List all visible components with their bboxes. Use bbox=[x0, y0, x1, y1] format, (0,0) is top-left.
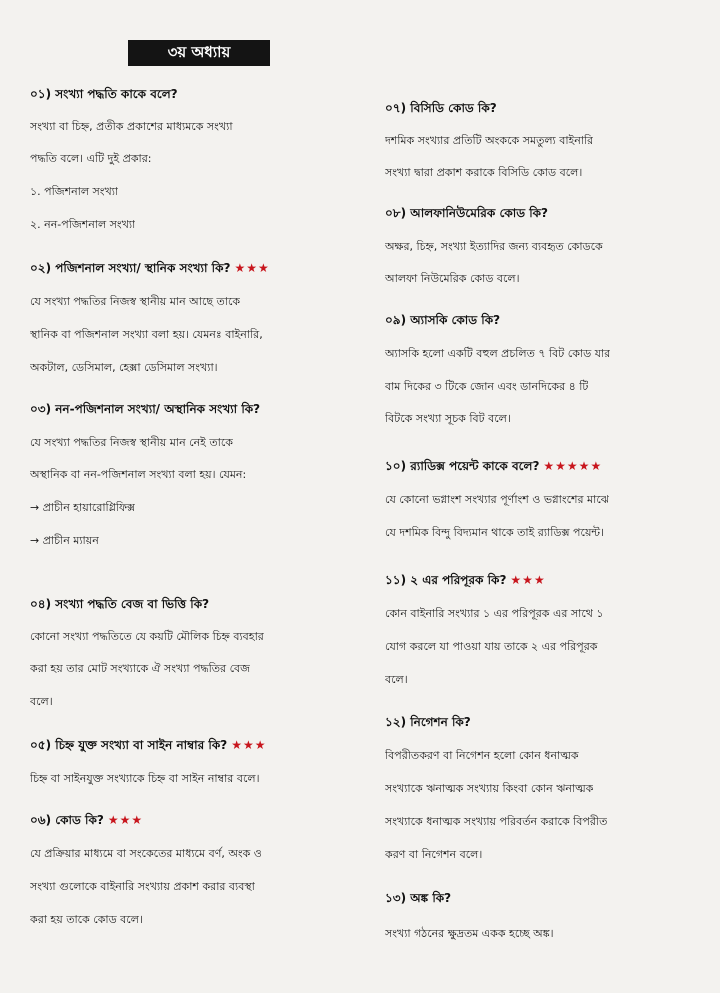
question-text: ০৭) বিসিডি কোড কি? bbox=[385, 101, 497, 115]
question-text: ০৩) নন-পজিশনাল সংখ্যা/ অস্থানিক সংখ্যা কি? bbox=[30, 402, 261, 416]
answer-line: ২. নন-পজিশনাল সংখ্যা bbox=[30, 218, 136, 231]
left-question-1 bbox=[30, 86, 178, 106]
question-text: ১৩) অঙ্ক কি? bbox=[385, 891, 452, 905]
answer-line: বলে। bbox=[30, 695, 53, 708]
answer-line: সংখ্যাকে ঋনাত্মক সংখ্যায় কিংবা কোন ঋনাত্মক bbox=[385, 782, 594, 795]
answer-line: সংখ্যা গুলোকে বাইনারি সংখ্যায় প্রকাশ করার ব্যবস্থা bbox=[30, 880, 255, 893]
answer-line: সংখ্যা দ্বারা প্রকাশ করাকে বিসিডি কোড বলে। bbox=[385, 166, 583, 179]
question-text: ০৫) চিহ্ন যুক্ত সংখ্যা বা সাইন নাম্বার কি? bbox=[30, 738, 228, 752]
answer-line: → প্রাচীন হায়ারোগ্লিফিক্স bbox=[30, 501, 136, 514]
answer-line: কোনো সংখ্যা পদ্ধতিতে যে কয়টি মৌলিক চিহ্ন ব্যবহার bbox=[30, 630, 264, 643]
importance-stars: ★★★ bbox=[234, 261, 270, 275]
left-question-3 bbox=[30, 401, 260, 421]
answer-line: স্থানিক বা পজিশনাল সংখ্যা বলা হয়। যেমনঃ বাইনারি, bbox=[30, 328, 263, 341]
answer-line: সংখ্যা বা চিহ্ন, প্রতীক প্রকাশের মাধ্যমকে সংখ্যা bbox=[30, 120, 233, 133]
answer-line: চিহ্ন বা সাইনযুক্ত সংখ্যাকে চিহ্ন বা সাইন নাম্বার বলে। bbox=[30, 772, 260, 785]
left-question-5 bbox=[30, 737, 267, 757]
right-question-5 bbox=[385, 572, 546, 592]
answer-line: → প্রাচীন ম্যায়ন bbox=[30, 534, 99, 547]
answer-line: অক্ষর, চিহ্ন, সংখ্যা ইত্যাদির জন্য ব্যবহৃত কোডকে bbox=[385, 240, 603, 253]
right-question-3 bbox=[385, 312, 500, 332]
right-question-7 bbox=[385, 890, 451, 910]
answer-line: ১. পজিশনাল সংখ্যা bbox=[30, 185, 119, 198]
answer-line: করা হয় তাকে কোড বলে। bbox=[30, 913, 143, 926]
question-text: ০৯) অ্যাসকি কোড কি? bbox=[385, 313, 501, 327]
answer-line: সংখ্যাকে ধনাত্মক সংখ্যায় পরিবর্তন করাকে বিপরীত bbox=[385, 815, 608, 828]
importance-stars: ★★★ bbox=[510, 573, 546, 587]
answer-line: বলে। bbox=[385, 673, 408, 686]
question-text: ১১) ২ এর পরিপূরক কি? bbox=[385, 573, 507, 587]
answer-line: অ্যাসকি হলো একটি বহুল প্রচলিত ৭ বিট কোড যার bbox=[385, 347, 611, 360]
question-text: ১০) র‍্যাডিক্স পয়েন্ট কাকে বলে? bbox=[385, 459, 540, 473]
left-question-6 bbox=[30, 812, 143, 832]
question-text: ০২) পজিশনাল সংখ্যা/ স্থানিক সংখ্যা কি? bbox=[30, 261, 231, 275]
answer-line: যে কোনো ভগ্নাংশ সংখ্যার পূর্ণাংশ ও ভগ্নাংশের মাঝে bbox=[385, 493, 610, 506]
question-text: ১২) নিগেশন কি? bbox=[385, 715, 471, 729]
answer-line: কোন বাইনারি সংখ্যার ১ এর পরিপূরক এর সাথে ১ bbox=[385, 607, 604, 620]
chapter-title: ৩য় অধ্যায় bbox=[128, 40, 270, 66]
answer-line: যোগ করলে যা পাওয়া যায় তাকে ২ এর পরিপূরক bbox=[385, 640, 598, 653]
importance-stars: ★★★★★ bbox=[543, 459, 603, 473]
answer-line: যে সংখ্যা পদ্ধতির নিজস্ব স্থানীয় মান আছে তাকে bbox=[30, 295, 241, 308]
right-question-4 bbox=[385, 458, 602, 478]
answer-line: সংখ্যা গঠনের ক্ষুদ্রতম একক হচ্ছে অঙ্ক। bbox=[385, 927, 554, 940]
answer-line: করণ বা নিগেশন বলে। bbox=[385, 848, 483, 861]
question-text: ০৪) সংখ্যা পদ্ধতি বেজ বা ভিত্তি কি? bbox=[30, 597, 210, 611]
answer-line: যে দশমিক বিন্দু বিদ্যমান থাকে তাই র‍্যাডিক্স পয়েন্ট। bbox=[385, 526, 605, 539]
answer-line: বাম দিকের ৩ টিকে জোন এবং ডানদিকের ৪ টি bbox=[385, 380, 589, 393]
right-question-1 bbox=[385, 100, 497, 120]
importance-stars: ★★★ bbox=[107, 813, 144, 827]
answer-line: অকটাল, ডেসিমাল, হেক্সা ডেসিমাল সংখ্যা। bbox=[30, 361, 218, 374]
right-question-6 bbox=[385, 714, 471, 734]
question-text: ০৬) কোড কি? bbox=[30, 813, 104, 827]
answer-line: যে প্রক্রিয়ার মাধ্যমে বা সংকেতের মাধ্যমে বর্ণ, অংক ও bbox=[30, 847, 262, 860]
answer-line: বিপরীতকরণ বা নিগেশন হলো কোন ধনাত্মক bbox=[385, 749, 579, 762]
answer-line: বিটকে সংখ্যা সূচক বিট বলে। bbox=[385, 412, 511, 425]
left-question-2 bbox=[30, 260, 270, 280]
answer-line: পদ্ধতি বলে। এটি দুই প্রকার: bbox=[30, 152, 152, 165]
answer-line: অস্থানিক বা নন-পজিশনাল সংখ্যা বলা হয়। যেমন: bbox=[30, 468, 247, 481]
question-text: ০৮) আলফানিউমেরিক কোড কি? bbox=[385, 206, 549, 220]
answer-line: যে সংখ্যা পদ্ধতির নিজস্ব স্থানীয় মান নেই তাকে bbox=[30, 436, 233, 449]
answer-line: দশমিক সংখ্যার প্রতিটি অংককে সমতুল্য বাইনারি bbox=[385, 134, 594, 147]
importance-stars: ★★★ bbox=[231, 738, 267, 752]
question-text: ০১) সংখ্যা পদ্ধতি কাকে বলে? bbox=[30, 87, 178, 101]
left-question-4 bbox=[30, 596, 209, 616]
answer-line: আলফা নিউমেরিক কোড বলে। bbox=[385, 272, 520, 285]
answer-line: করা হয় তার মোট সংখ্যাকে ঐ সংখ্যা পদ্ধতির বেজ bbox=[30, 662, 250, 675]
right-question-2 bbox=[385, 205, 548, 225]
